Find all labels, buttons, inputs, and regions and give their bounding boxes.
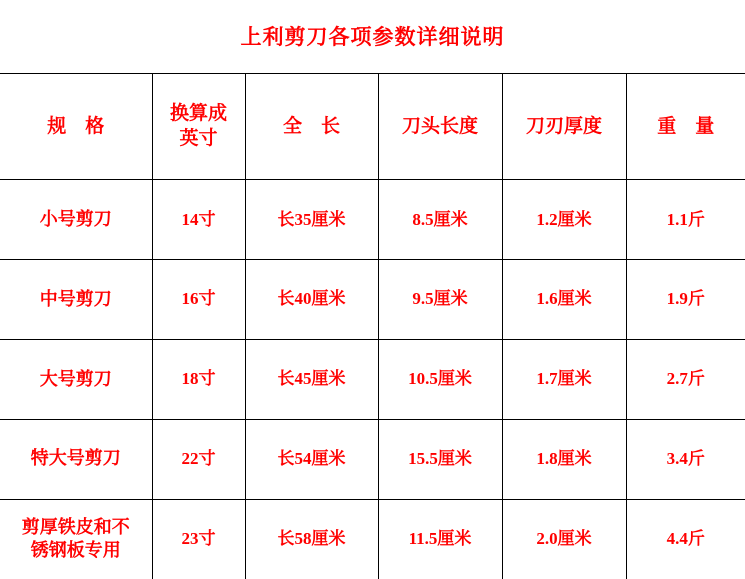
cell-inch: 14寸 [152, 180, 245, 260]
cell-head-length: 9.5厘米 [378, 260, 502, 340]
column-header-spec-line1: 规 格 [47, 115, 105, 137]
cell-spec [0, 499, 152, 579]
cell-weight: 2.7斤 [626, 339, 745, 419]
cell-head-length: 11.5厘米 [378, 499, 502, 579]
cell-head-length: 10.5厘米 [378, 339, 502, 419]
cell-spec [0, 339, 152, 419]
cell-spec [0, 180, 152, 260]
cell-spec-line1: 剪厚铁皮和不 [21, 516, 130, 537]
column-header-weight-line1: 重 量 [657, 115, 715, 137]
table-header-row [0, 73, 745, 179]
cell-blade-thickness: 1.8厘米 [502, 419, 626, 499]
cell-inch: 22寸 [152, 419, 245, 499]
cell-length: 长45厘米 [245, 339, 378, 419]
cell-inch: 16寸 [152, 260, 245, 340]
cell-weight: 3.4斤 [626, 419, 745, 499]
column-header-head-length [378, 73, 502, 179]
cell-spec [0, 419, 152, 499]
cell-length: 长40厘米 [245, 260, 378, 340]
cell-head-length: 15.5厘米 [378, 419, 502, 499]
cell-inch: 23寸 [152, 499, 245, 579]
table-row [0, 499, 745, 579]
column-header-inch [152, 73, 245, 179]
cell-spec [0, 260, 152, 340]
column-header-length [245, 73, 378, 179]
column-header-blade-thickness-line1: 刀刃厚度 [525, 115, 602, 137]
table-row [0, 339, 745, 419]
cell-weight: 4.4斤 [626, 499, 745, 579]
cell-spec-line1: 中号剪刀 [39, 288, 112, 309]
column-header-inch-line1: 换算成 [169, 102, 227, 124]
table-row [0, 260, 745, 340]
cell-blade-thickness: 1.2厘米 [502, 180, 626, 260]
cell-blade-thickness: 1.6厘米 [502, 260, 626, 340]
column-header-weight [626, 73, 745, 179]
cell-spec-line1: 大号剪刀 [39, 368, 112, 389]
cell-weight: 1.9斤 [626, 260, 745, 340]
table-row [0, 180, 745, 260]
column-header-spec [0, 73, 152, 179]
cell-length: 长35厘米 [245, 180, 378, 260]
cell-length: 长54厘米 [245, 419, 378, 499]
cell-spec-line1: 小号剪刀 [39, 208, 112, 229]
page-title: 上利剪刀各项参数详细说明 [0, 0, 745, 73]
cell-weight: 1.1斤 [626, 180, 745, 260]
title-row [0, 0, 745, 73]
cell-length: 长58厘米 [245, 499, 378, 579]
cell-spec-line1: 特大号剪刀 [30, 448, 121, 469]
column-header-blade-thickness [502, 73, 626, 179]
table-row [0, 419, 745, 499]
cell-inch: 18寸 [152, 339, 245, 419]
column-header-inch-line2: 英寸 [179, 128, 218, 150]
cell-head-length: 8.5厘米 [378, 180, 502, 260]
cell-spec-line2: 锈钢板专用 [30, 540, 121, 561]
cell-blade-thickness: 1.7厘米 [502, 339, 626, 419]
column-header-head-length-line1: 刀头长度 [401, 115, 478, 137]
cell-blade-thickness: 2.0厘米 [502, 499, 626, 579]
column-header-length-line1: 全 长 [282, 115, 340, 137]
